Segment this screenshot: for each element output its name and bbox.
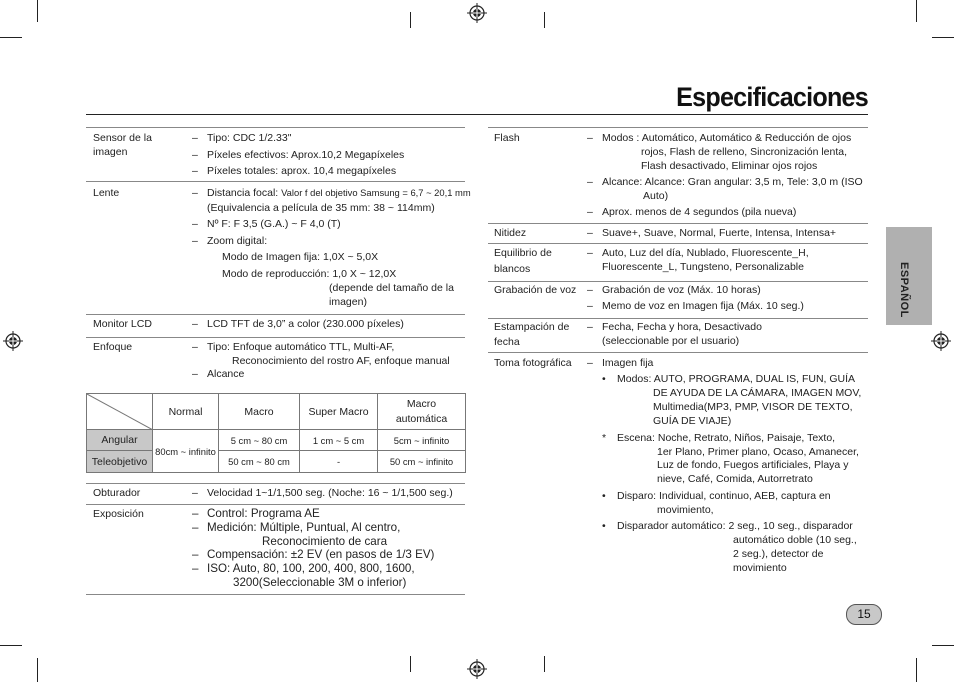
dash: – [192, 165, 198, 177]
row-divider [488, 318, 868, 319]
spec-value: rojos, Flash de relleno, Sincronización lenta, [641, 146, 848, 158]
spec-value: GUÍA DE VIAJE) [653, 415, 732, 427]
spec-value: ISO: Auto, 80, 100, 200, 400, 800, 1600, [207, 562, 415, 575]
spec-value: imagen) [329, 296, 367, 308]
dash: – [192, 562, 199, 575]
language-tab [886, 227, 932, 325]
spec-value: Alcance: Alcance: Gran angular: 3,5 m, Tele: 3,0 m (ISO [602, 176, 863, 188]
spec-label: fecha [494, 336, 520, 348]
spec-value: Aprox. menos de 4 segundos (pila nueva) [602, 206, 797, 218]
crop-mark [0, 645, 22, 646]
bullet: • [602, 490, 606, 502]
registration-mark-icon [931, 331, 951, 351]
asterisk: * [602, 432, 607, 444]
spec-value: Suave+, Suave, Normal, Fuerte, Intensa, Intensa+ [602, 227, 837, 239]
row-header: Teleobjetivo [87, 451, 153, 473]
dash: – [192, 368, 198, 380]
crop-mark [916, 658, 917, 682]
spec-value: Escena: Noche, Retrato, Niños, Paisaje, Texto, [617, 432, 836, 444]
row-divider [488, 127, 868, 128]
dash: – [587, 176, 593, 188]
dash: – [587, 247, 593, 259]
table-cell: 50 cm ~ infinito [378, 451, 466, 473]
dash: – [587, 321, 593, 333]
spec-label: Equilibrio de [494, 247, 552, 259]
dash: – [192, 318, 198, 330]
spec-label: Enfoque [93, 341, 133, 353]
table-cell: 5cm ~ infinito [378, 430, 466, 451]
row-divider [86, 594, 465, 595]
spec-label: imagen [93, 146, 128, 158]
spec-label: Exposición [93, 508, 144, 520]
spec-value: 2 seg.), detector de [733, 548, 824, 560]
spec-value: Medición: Múltiple, Puntual, Al centro, [207, 521, 401, 534]
column-header [378, 394, 466, 430]
title-rule [86, 114, 868, 115]
dash: – [192, 187, 198, 199]
row-divider [488, 243, 868, 244]
spec-value: Fluorescente_L, Tungsteno, Personalizable [602, 261, 804, 273]
focal-label: Distancia focal: [207, 187, 282, 199]
dash: – [192, 521, 199, 534]
spec-value: Reconocimiento del rostro AF, enfoque manual [232, 355, 450, 367]
header-line: automática [395, 412, 448, 425]
page-title: Especificaciones [676, 82, 868, 112]
dash: – [587, 206, 593, 218]
spec-value: Modos : Automático, Automático & Reducción de ojos [602, 132, 852, 144]
spec-value: Memo de voz en Imagen fija (Máx. 10 seg.) [602, 300, 804, 312]
dash: – [192, 487, 198, 499]
crop-mark [0, 37, 22, 38]
dash: – [587, 284, 593, 296]
table-cell: 5 cm ~ 80 cm [219, 430, 300, 451]
spec-value: Disparador automático: 2 seg., 10 seg., disparador [617, 520, 853, 532]
dash: – [587, 132, 593, 144]
header-line: Macro [406, 397, 437, 410]
row-divider [488, 223, 868, 224]
page-number: 15 [846, 604, 882, 625]
dash: – [587, 357, 593, 369]
spec-label: Sensor de la [93, 132, 152, 144]
spec-value: Disparo: Individual, continuo, AEB, captura en [617, 490, 831, 502]
row-divider [86, 314, 465, 315]
spec-value: Alcance [207, 368, 245, 380]
spec-value: 1er Plano, Primer plano, Ocaso, Amanecer, [657, 446, 859, 458]
spec-value: Velocidad 1~1/1,500 seg. (Noche: 16 ~ 1/1,500 seg.) [207, 487, 453, 499]
crop-mark [544, 12, 545, 28]
spec-value: movimiento [733, 562, 787, 574]
spec-value: Modos: AUTO, PROGRAMA, DUAL IS, FUN, GUÍA [617, 373, 856, 385]
table-cell: 80cm ~ infinito [153, 430, 219, 473]
spec-value: Nº F: F 3,5 (G.A.) ~ F 4,0 (T) [207, 218, 341, 230]
spec-value: (seleccionable por el usuario) [602, 335, 740, 347]
spec-value: Auto) [643, 190, 669, 202]
spec-label: Obturador [93, 487, 141, 499]
column-header: Macro [219, 394, 300, 430]
dash: – [192, 149, 198, 161]
dash: – [192, 548, 199, 561]
crop-mark [410, 656, 411, 672]
table-cell: 1 cm ~ 5 cm [300, 430, 378, 451]
spec-value: automático doble (10 seg., [733, 534, 857, 546]
table-cell: - [300, 451, 378, 473]
spec-value: Luz de fondo, Fuegos artificiales, Playa y [657, 459, 849, 471]
bullet: • [602, 520, 606, 532]
spec-value: 3200(Seleccionable 3M o inferior) [233, 576, 407, 589]
dash: – [192, 341, 198, 353]
spec-value: DE AYUDA DE LA CÁMARA, IMAGEN MOV, [653, 387, 862, 399]
spec-value: Tipo: Enfoque automático TTL, Multi-AF, [207, 341, 395, 353]
spec-value: Fecha, Fecha y hora, Desactivado [602, 321, 762, 333]
spec-label: Grabación de voz [494, 284, 577, 296]
column-header: Super Macro [300, 394, 378, 430]
registration-mark-icon [467, 3, 487, 23]
crop-mark [932, 645, 954, 646]
spec-label: Toma fotográfica [494, 357, 572, 369]
spec-value: (Equivalencia a película de 35 mm: 38 ~ 114mm) [207, 202, 435, 214]
table-row [87, 451, 466, 473]
row-divider [86, 504, 465, 505]
bullet: • [602, 373, 606, 385]
spec-value: Auto, Luz del día, Nublado, Fluorescente_H, [602, 247, 809, 259]
registration-mark-icon [467, 659, 487, 679]
spec-value: movimiento, [657, 504, 714, 516]
row-divider [86, 337, 465, 338]
diagonal-line [87, 394, 153, 430]
crop-mark [932, 37, 954, 38]
column-header: Normal [153, 394, 219, 430]
focus-range-table [86, 393, 466, 473]
focal-value: Valor f del objetivo Samsung = 6,7 ~ 20,1 mm [281, 187, 471, 198]
crop-mark [916, 0, 917, 22]
spec-value: (depende del tamaño de la [329, 282, 454, 294]
spec-label: Nitidez [494, 227, 527, 239]
dash: – [192, 218, 198, 230]
table-cell: 50 cm ~ 80 cm [219, 451, 300, 473]
spec-value: nieve, Café, Comida, Autorretrato [657, 473, 813, 485]
spec-label: Flash [494, 132, 520, 144]
spec-value: Control: Programa AE [207, 507, 320, 520]
crop-mark [37, 0, 38, 22]
dash: – [587, 300, 593, 312]
language-tab-label: ESPAÑOL [898, 262, 910, 318]
spec-value: Píxeles totales: aprox. 10,4 megapíxeles [207, 165, 397, 177]
row-header: Angular [87, 430, 153, 451]
spec-value: Flash desactivado, Eliminar ojos rojos [641, 160, 818, 172]
crop-mark [37, 658, 38, 682]
spec-value: Multimedia(MP3, PMP, VISOR DE TEXTO, [653, 401, 853, 413]
spec-value: Reconocimiento de cara [262, 535, 388, 548]
row-divider [86, 181, 465, 182]
spec-value: Tipo: CDC 1/2.33" [207, 132, 292, 144]
row-divider [86, 483, 465, 484]
row-divider [488, 352, 868, 353]
dash: – [192, 132, 198, 144]
diagonal-corner-cell [87, 394, 153, 430]
dash: – [192, 507, 199, 520]
row-divider [488, 281, 868, 282]
spec-value: Compensación: ±2 EV (en pasos de 1/3 EV) [207, 548, 435, 561]
crop-mark [544, 656, 545, 672]
table-header-row [87, 394, 466, 430]
spec-value [207, 186, 471, 200]
spec-label: blancos [494, 263, 531, 275]
spec-label: Estampación de [494, 321, 570, 333]
table-row [87, 430, 466, 451]
spec-value: Zoom digital: [207, 235, 268, 247]
spec-label: Lente [93, 187, 120, 199]
row-divider [86, 127, 465, 128]
spec-value: Modo de Imagen fija: 1,0X ~ 5,0X [222, 251, 379, 263]
dash: – [192, 235, 198, 247]
spec-value: Modo de reproducción: 1,0 X ~ 12,0X [222, 268, 397, 280]
spec-value: Píxeles efectivos: Aprox.10,2 Megapíxeles [207, 149, 405, 161]
spec-value: LCD TFT de 3,0” a color (230.000 píxeles) [207, 318, 404, 330]
spec-value: Imagen fija [602, 357, 654, 369]
spec-value: Grabación de voz (Máx. 10 horas) [602, 284, 761, 296]
spec-label: Monitor LCD [93, 318, 152, 330]
registration-mark-icon [3, 331, 23, 351]
crop-mark [410, 12, 411, 28]
dash: – [587, 227, 593, 239]
